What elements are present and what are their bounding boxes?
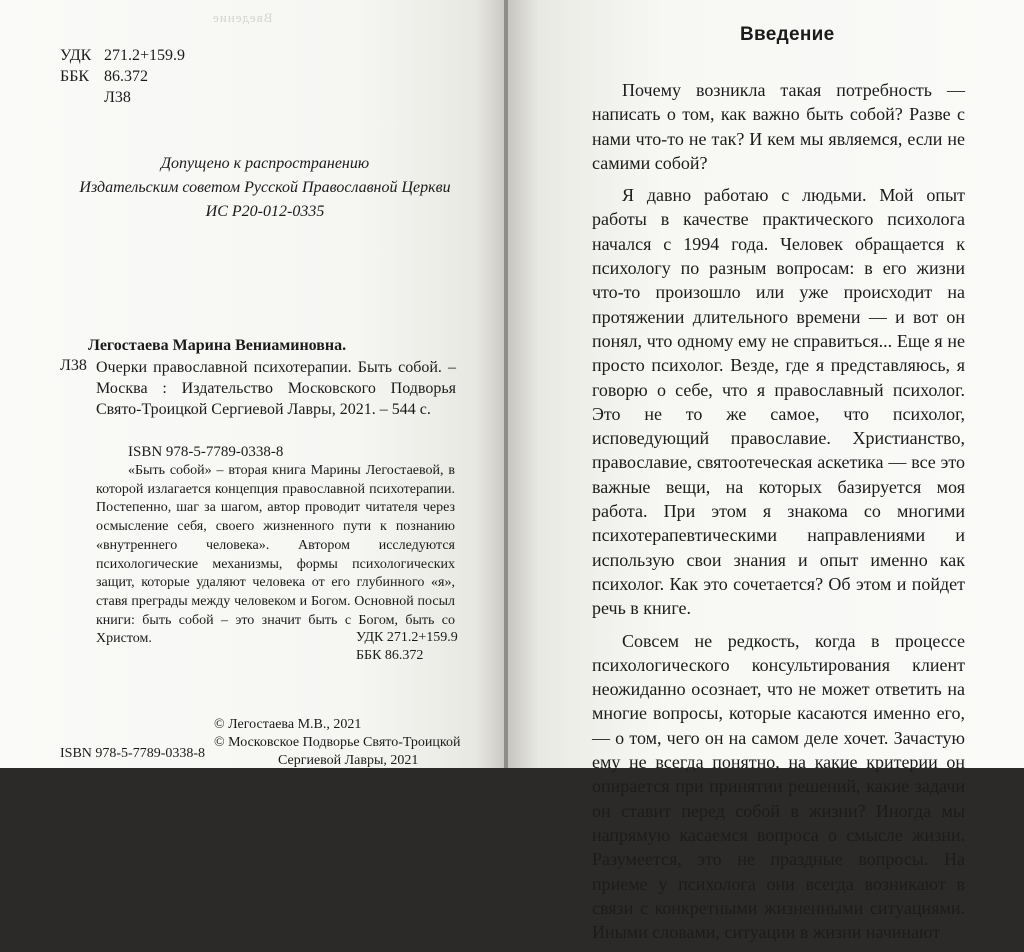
permission-line: Издательским советом Русской Православной Церкви <box>79 179 451 196</box>
classification-value: 86.372 <box>104 68 148 85</box>
copyright-line: Сергиевой Лавры, 2021 <box>278 753 419 768</box>
bbk-row <box>60 66 185 87</box>
udk-row <box>60 45 185 66</box>
annotation: «Быть собой» – вторая книга Марины Легостаевой, в которой излагается концепция православной психотерапии. Постепенно, шаг за шагом, автор проводит читателя через осмысление себя, своего жизненного пути к познанию «внутреннего человека». Автором исследуются психологические механизмы, формы психологических защит, которые удаляют человека от его глубинного «я», ставя преграды между человеком и Богом. Основной посыл книги: быть собой – это значит быть с Богом, быть со Христом. <box>96 463 455 647</box>
publication-permission <box>60 152 470 224</box>
copyright-block <box>214 716 460 770</box>
classification-key: УДК <box>60 47 92 64</box>
chapter-heading: Введение <box>740 24 835 45</box>
udk-footer-line: УДК 271.2+159.9 <box>356 630 458 645</box>
author-mark-row <box>60 87 185 108</box>
copyright-line: © Московское Подворье Свято-Троицкой <box>214 735 461 750</box>
bibliographic-entry: Очерки православной психотерапии. Быть собой. – Москва : Издательство Московского Подворья Свято-Троицкой Сергиевой Лавры, 2021. – 544 с. <box>96 359 456 418</box>
classification-value: Л38 <box>104 89 131 106</box>
chapter-body <box>592 78 965 952</box>
paragraph: Я давно работаю с людьми. Мой опыт работы в качестве практического психолога начался с 1994 года. Человек обращается к психологу по разным вопросам: в его жизни что-то произошло или уже происходит на протяжении длительного времени — и вот он понял, что одному ему не справиться... Еще я не просто психолог. Везде, где я представляюсь, я говорю о себе, что я православный психолог. Это не то же самое, что психолог, исповедующий православие. Христианство, православие, святоотеческая аскетика — все это важные вещи, на которых базируется моя работа. При этом я знакома со многими психотерапевтическими направлениями и использую свои знания и опыт именно как психолог. Как это сочетается? Об этом и пойдет речь в книге. <box>592 185 965 619</box>
classification-key: ББК <box>60 68 90 85</box>
paragraph: Совсем не редкость, когда в процессе психологического консультирования клиент неожиданно осознает, что не может ответить на многие вопросы, которые касаются именно его, — о том, чего он на самом деле хочет. Зачастую ему не всегда понятно, на какие критерии он опирается при принятии решений, какие задачи он ставит перед собой в жизни? Иногда мы напрямую касаемся вопроса о смысле жизни. Разумеется, это не праздные вопросы. На приеме у психолога они всегда возникают в связи с конкретными жизненными ситуациями. Иными словами, ситуации в жизни начинают <box>592 630 965 943</box>
classification-value: 271.2+159.9 <box>104 47 186 64</box>
bleed-through-heading: Введение <box>212 10 273 25</box>
isbn-footer: ISBN 978-5-7789-0338-8 <box>60 746 206 761</box>
bbk-footer-line: ББК 86.372 <box>356 648 424 663</box>
permission-line: ИС Р20-012-0335 <box>205 203 325 220</box>
bib-code: Л38 <box>60 357 87 374</box>
permission-line: Допущено к распространению <box>160 155 370 172</box>
copyright-line: © Легостаева М.В., 2021 <box>214 717 362 732</box>
classification-block <box>60 45 185 108</box>
classification-footer <box>356 629 458 665</box>
author-name: Легостаева Марина Вениаминовна. <box>88 337 347 354</box>
paragraph: Почему возникла такая потребность — написать о том, как важно быть собой? Разве с нами что-то не так? И кем мы являемся, если не самими собой? <box>592 80 965 173</box>
isbn: ISBN 978-5-7789-0338-8 <box>128 444 284 460</box>
